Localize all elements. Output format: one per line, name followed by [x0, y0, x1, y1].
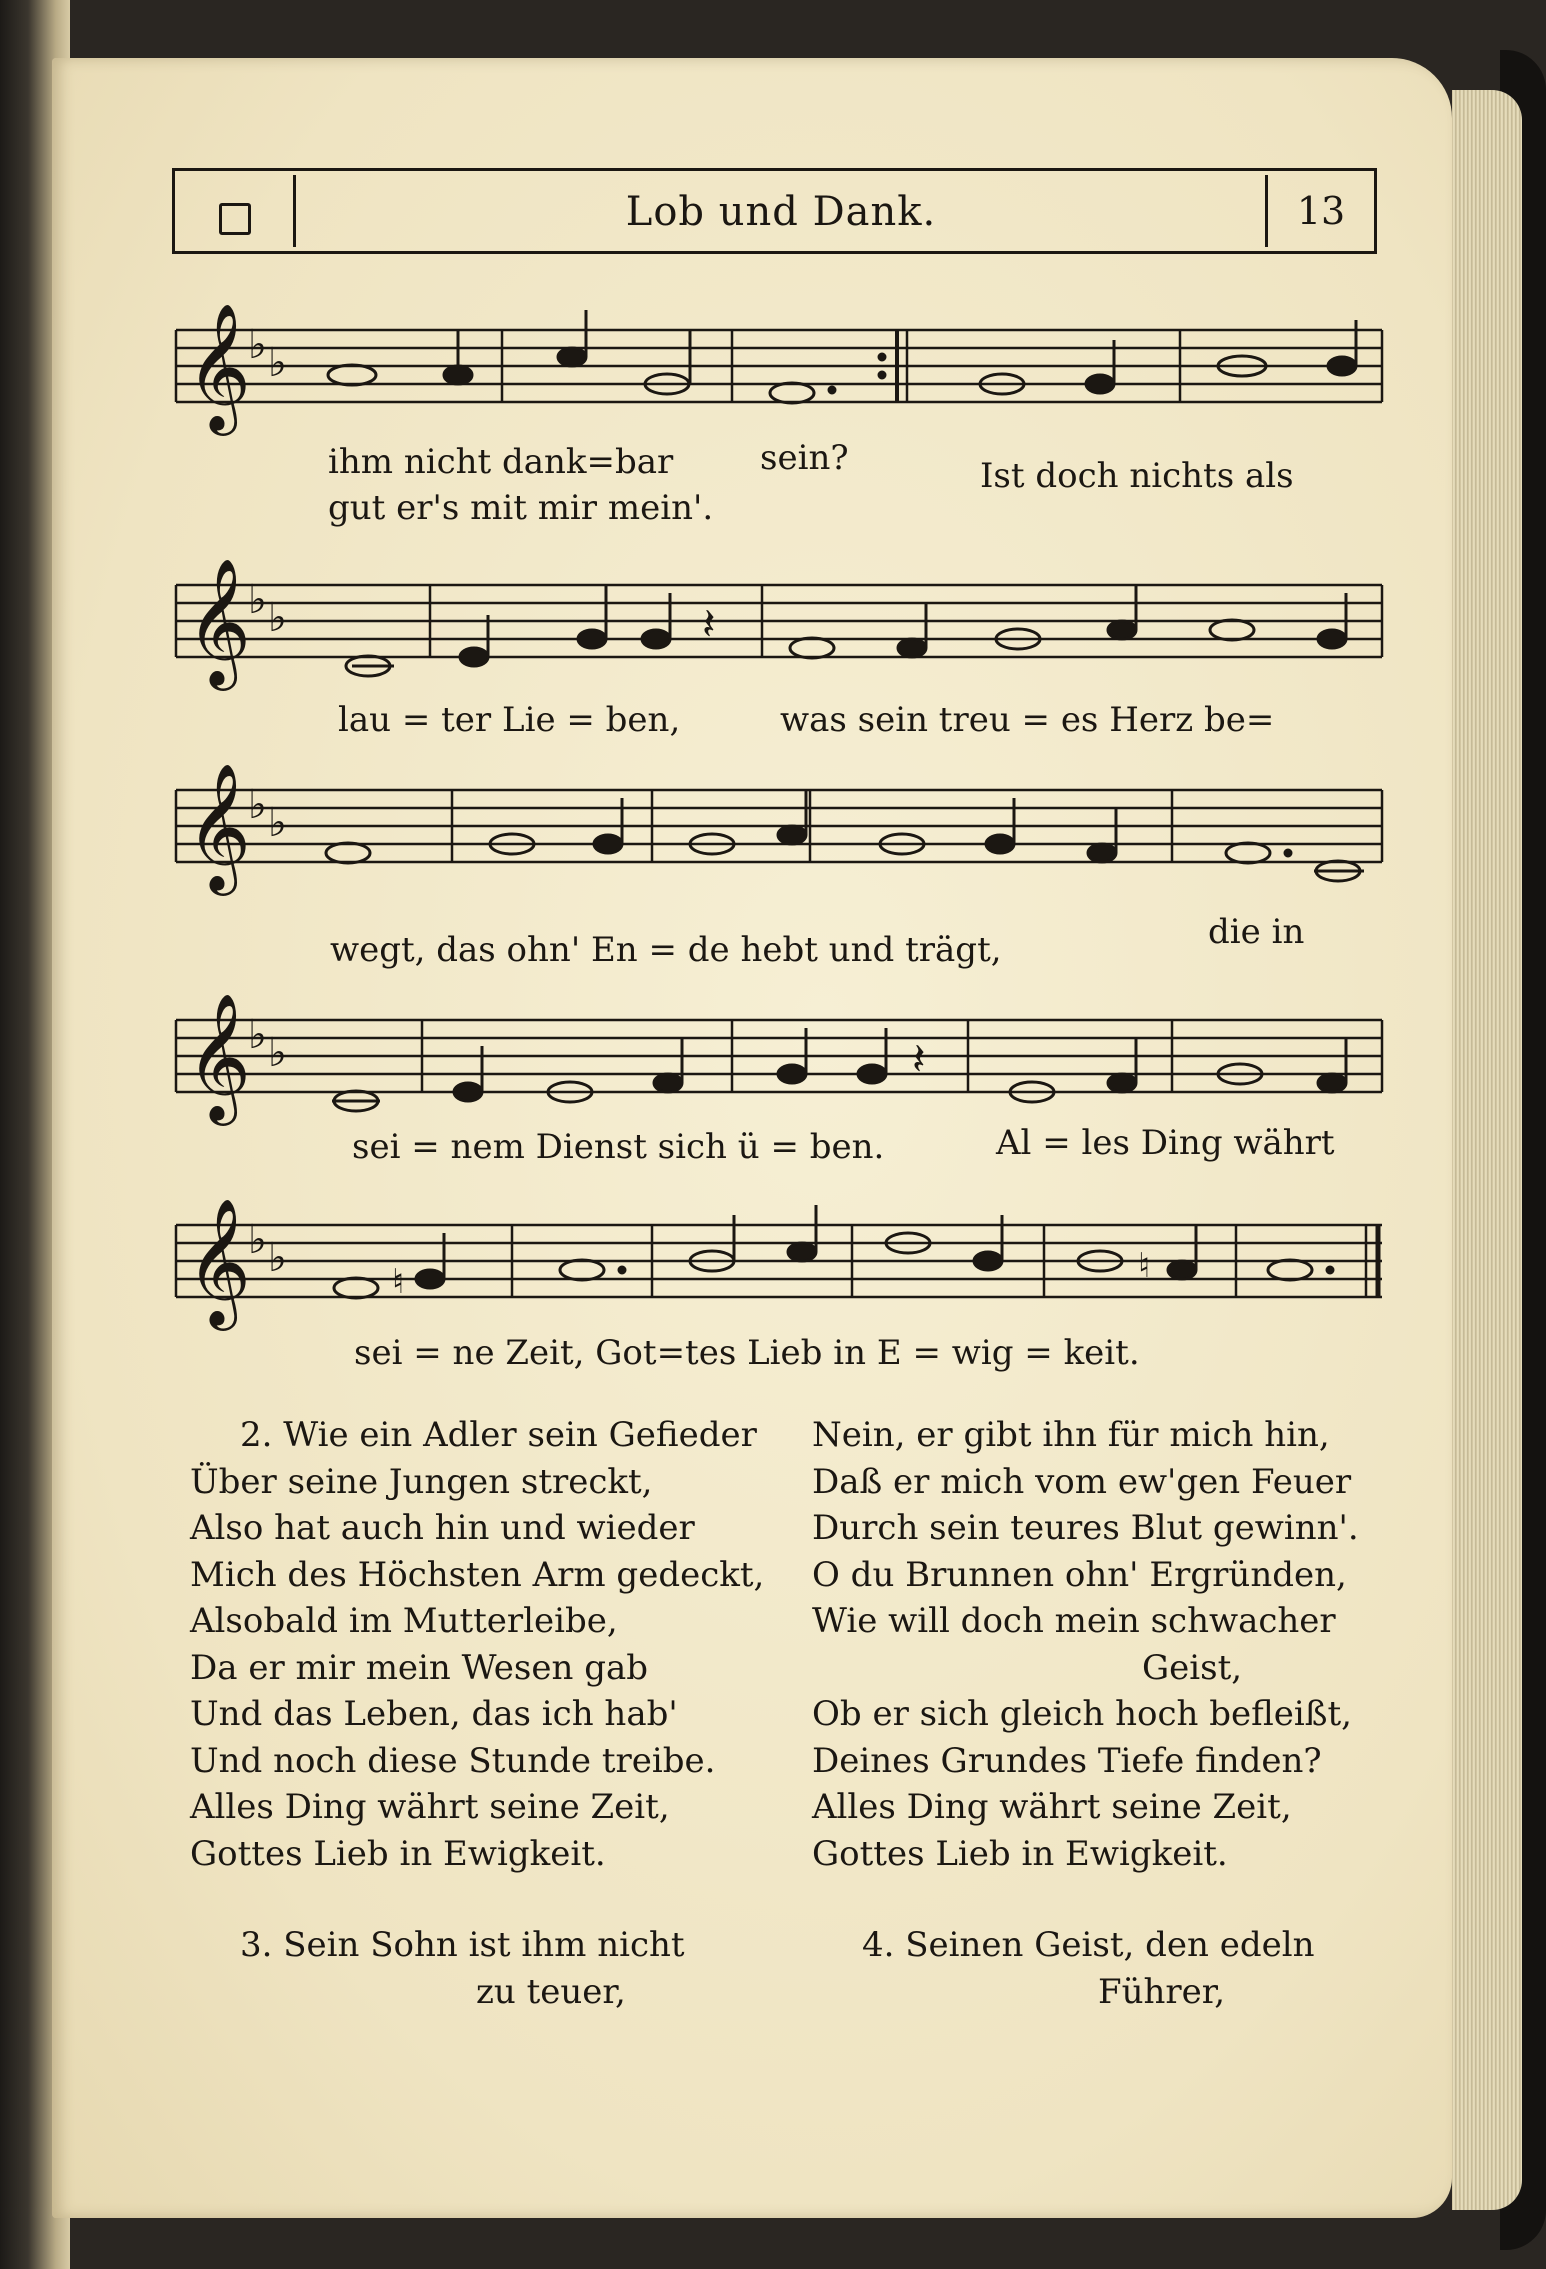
header-divider	[1265, 175, 1268, 247]
verse-line: Über seine Jungen streckt,	[190, 1461, 653, 1502]
music-staff-2	[172, 555, 1404, 705]
lyric-line: die in	[1208, 912, 1305, 952]
verse-line: Und noch diese Stunde treibe.	[190, 1740, 716, 1781]
verse-line: 3. Sein Sohn ist ihm nicht	[240, 1925, 685, 1965]
verse-line: 4. Seinen Geist, den edeln	[862, 1925, 1315, 1965]
header-square-ornament	[219, 203, 251, 235]
svg-text:♭: ♭	[268, 340, 287, 386]
verse-line: Durch sein teures Blut gewinn'.	[812, 1508, 1359, 1548]
verse-line: Also hat auch hin und wieder	[190, 1508, 695, 1548]
svg-text:♭: ♭	[268, 1030, 287, 1076]
svg-text:♭: ♭	[268, 800, 287, 846]
treble-clef-icon: 𝄞	[186, 1197, 252, 1325]
svg-text:𝄽: 𝄽	[702, 599, 716, 650]
svg-text:♭: ♭	[248, 782, 267, 828]
verse-line: Gottes Lieb in Ewigkeit.	[812, 1833, 1228, 1874]
treble-clef-icon: 𝄞	[186, 992, 252, 1120]
verse-line: Deines Grundes Tiefe finden?	[812, 1740, 1322, 1781]
treble-clef-icon: 𝄞	[186, 557, 252, 685]
verse-3-start	[240, 1922, 685, 2015]
lyric-line: Al = les Ding währt	[996, 1123, 1335, 1163]
header-divider	[293, 175, 296, 247]
page-header	[172, 168, 1377, 254]
verse-line: O du Brunnen ohn' Ergründen,	[812, 1554, 1347, 1595]
svg-text:𝄽: 𝄽	[912, 1034, 926, 1085]
lyric-line: ihm nicht dank=bar	[328, 442, 674, 482]
svg-text:♮: ♮	[1138, 1246, 1151, 1286]
lyric-line: sein?	[760, 438, 849, 478]
svg-text:♮: ♮	[392, 1262, 405, 1302]
lyric-line: sei = ne Zeit, Got=tes Lieb in E = wig = keit.	[354, 1333, 1140, 1373]
verse-line: Mich des Höchsten Arm gedeckt,	[190, 1554, 765, 1595]
verse-line: Ob er sich gleich hoch befleißt,	[812, 1694, 1352, 1734]
verse-line: Wie will doch mein schwacher	[812, 1601, 1336, 1641]
verse-line: Gottes Lieb in Ewigkeit.	[190, 1833, 606, 1874]
page-number: 13	[1296, 189, 1346, 233]
page-edges	[1452, 90, 1522, 2210]
page-title: Lob und Dank.	[625, 189, 937, 235]
verse-continuation-column	[812, 1412, 1359, 1877]
verse-line: Nein, er gibt ihn für mich hin,	[812, 1415, 1330, 1455]
verse-line: Alsobald im Mutterleibe,	[190, 1601, 618, 1641]
svg-text:♭: ♭	[248, 1012, 267, 1058]
verse-4-start	[862, 1922, 1315, 2015]
lyric-line: Ist doch nichts als	[980, 456, 1294, 496]
lyric-line: sei = nem Dienst sich ü = ben.	[352, 1127, 885, 1167]
verse-line: zu teuer,	[476, 1971, 626, 2012]
verse-2-column	[190, 1412, 764, 1877]
verse-line: Geist,	[1142, 1647, 1243, 1688]
music-staff-1	[172, 300, 1404, 450]
verse-line: 2. Wie ein Adler sein Gefieder	[240, 1415, 757, 1455]
treble-clef-icon: 𝄞	[186, 302, 252, 430]
lyric-line: was sein treu = es Herz be=	[780, 700, 1275, 740]
verse-line: Alles Ding währt seine Zeit,	[190, 1787, 670, 1827]
treble-clef-icon: 𝄞	[186, 762, 252, 890]
music-staff-5	[172, 1195, 1404, 1345]
lyric-line: gut er's mit mir mein'.	[328, 488, 714, 528]
svg-text:♭: ♭	[248, 322, 267, 368]
verse-line: Alles Ding währt seine Zeit,	[812, 1787, 1292, 1827]
svg-text:♭: ♭	[268, 1235, 287, 1281]
verse-line: Und das Leben, das ich hab'	[190, 1694, 678, 1734]
svg-text:♭: ♭	[248, 577, 267, 623]
lyric-line: wegt, das ohn' En = de hebt und trägt,	[330, 930, 1002, 970]
lyric-line: lau = ter Lie = ben,	[338, 700, 681, 740]
music-staff-4	[172, 990, 1404, 1140]
verse-line: Daß er mich vom ew'gen Feuer	[812, 1461, 1352, 1502]
verse-line: Führer,	[1098, 1971, 1226, 2012]
verse-line: Da er mir mein Wesen gab	[190, 1647, 649, 1688]
music-staff-3	[172, 760, 1404, 930]
svg-text:♭: ♭	[268, 595, 287, 641]
svg-text:♭: ♭	[248, 1217, 267, 1263]
